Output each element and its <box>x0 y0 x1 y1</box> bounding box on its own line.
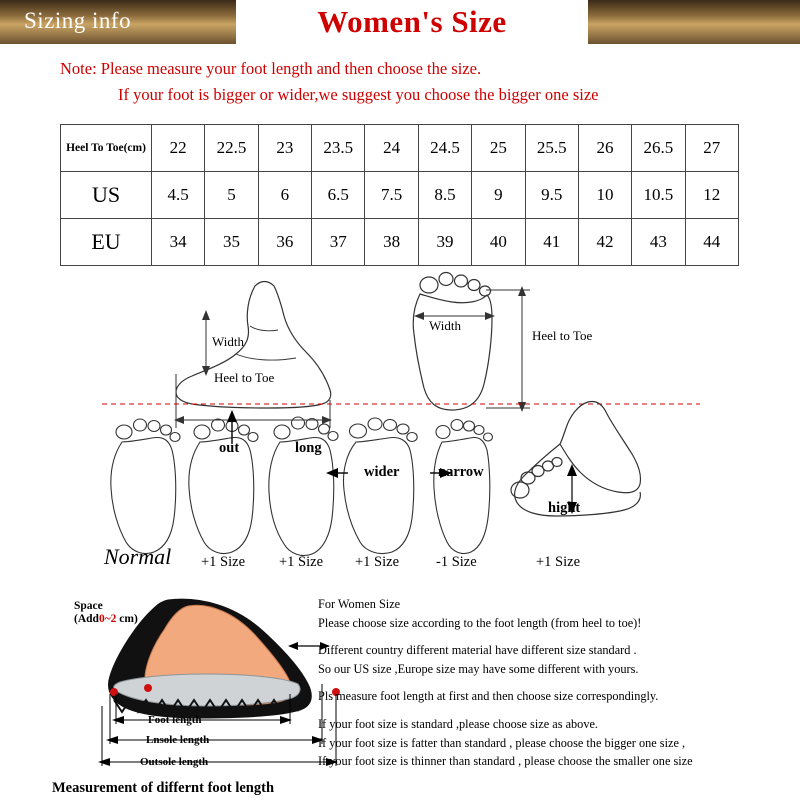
cell: 25.5 <box>525 125 578 172</box>
note-block <box>60 56 740 107</box>
cell: 26 <box>578 125 631 172</box>
size-chart-table <box>60 124 739 266</box>
cell: 34 <box>152 219 205 266</box>
cell: 40 <box>472 219 525 266</box>
cell: 24.5 <box>418 125 471 172</box>
sole-narrow <box>434 420 493 554</box>
cell: 22 <box>152 125 205 172</box>
sole-normal <box>111 419 180 554</box>
cell: 25 <box>472 125 525 172</box>
table-row <box>61 219 739 266</box>
sole-narrow-caption: -1 Size <box>436 554 477 570</box>
cell: 5 <box>205 172 258 219</box>
cell: 43 <box>632 219 685 266</box>
cell: 36 <box>258 219 311 266</box>
sole-out-label: out <box>219 440 240 456</box>
row-header-heel-to-toe: Heel To Toe(cm) <box>61 125 152 172</box>
cell: 27 <box>685 125 738 172</box>
cell: 44 <box>685 219 738 266</box>
measurement-caption: Measurement of differnt foot length <box>52 780 275 796</box>
cell: 42 <box>578 219 631 266</box>
row-header-us: US <box>61 172 152 219</box>
side-foot-outline <box>176 282 331 409</box>
ankle-hight-caption: +1 Size <box>536 554 581 570</box>
foot-measurement-diagrams <box>0 268 800 588</box>
header-bar <box>0 0 800 44</box>
guidance-line-5: If your foot size is standard ,please choose size as above. <box>318 716 599 731</box>
note-line-1: Note: Please measure your foot length and then choose the size. <box>60 59 482 78</box>
ankle-foot-outline <box>511 401 641 516</box>
side-foot-heel-to-toe-label: Heel to Toe <box>214 370 275 385</box>
guidance-line-3: So our US size ,Europe size may have some different with yours. <box>318 661 639 676</box>
outsole-length-label: Outsole length <box>140 756 209 768</box>
top-foot-length-arrow <box>486 286 530 412</box>
cell: 38 <box>365 219 418 266</box>
note-line-2: If your foot is bigger or wider,we suggest you choose the bigger one size <box>118 84 599 104</box>
guidance-line-7: If your foot size is thinner than standard , please choose the smaller one size <box>318 754 693 769</box>
guidance-line-4: Pls measure foot length at first and then choose size correspondingly. <box>318 689 659 704</box>
cell: 39 <box>418 219 471 266</box>
cell: 10.5 <box>632 172 685 219</box>
cell: 23.5 <box>312 125 365 172</box>
cell: 23 <box>258 125 311 172</box>
sole-normal-caption: Normal <box>104 544 172 569</box>
diagram-svg <box>0 268 800 588</box>
cell: 12 <box>685 172 738 219</box>
guidance-title: For Women Size <box>318 597 401 611</box>
row-header-eu: EU <box>61 219 152 266</box>
table-row <box>61 172 739 219</box>
top-foot-width-label: Width <box>429 318 461 333</box>
sole-out-caption: +1 Size <box>201 554 246 570</box>
space-label-suffix: cm) <box>116 613 138 626</box>
cell: 10 <box>578 172 631 219</box>
sole-long-caption: +1 Size <box>279 554 324 570</box>
cell: 6.5 <box>312 172 365 219</box>
header-banner <box>236 0 588 44</box>
cell: 7.5 <box>365 172 418 219</box>
cell: 35 <box>205 219 258 266</box>
sole-out-arrow <box>227 410 237 444</box>
space-label-line1: Space <box>74 600 103 612</box>
cell: 22.5 <box>205 125 258 172</box>
cell: 26.5 <box>632 125 685 172</box>
cell: 4.5 <box>152 172 205 219</box>
guidance-line-2: Different country different material have different size standard . <box>318 643 637 658</box>
insole-length-label: Lnsole length <box>146 734 210 746</box>
cell: 41 <box>525 219 578 266</box>
cell: 37 <box>312 219 365 266</box>
ankle-hight-label: hight <box>548 500 581 516</box>
sole-long-label: long <box>295 440 322 456</box>
banner-title: Women's Size <box>317 4 507 39</box>
sole-narrow-label: narrow <box>438 464 484 480</box>
top-foot-heel-to-toe-label: Heel to Toe <box>532 328 593 343</box>
cell: 8.5 <box>418 172 471 219</box>
top-foot-outline <box>413 273 492 411</box>
bottom-section <box>0 588 800 800</box>
foot-length-label: Foot length <box>148 714 202 726</box>
space-label-prefix: (Add <box>74 613 99 626</box>
size-guidance-text <box>318 596 788 781</box>
side-foot-width-arrow <box>202 310 210 376</box>
cell: 24 <box>365 125 418 172</box>
guidance-line-1: Please choose size according to the foot length (from heel to toe)! <box>318 615 642 630</box>
cell: 9 <box>472 172 525 219</box>
space-label-red: 0~2 <box>98 613 117 626</box>
table-row <box>61 125 739 172</box>
sole-wider <box>344 418 418 554</box>
sole-long <box>269 417 338 556</box>
sole-wider-caption: +1 Size <box>355 554 400 570</box>
sole-wider-label: wider <box>364 464 400 480</box>
page-title: Sizing info <box>24 8 132 33</box>
guidance-line-6: If your foot size is fatter than standard , please choose the bigger one size , <box>318 735 686 750</box>
cell: 6 <box>258 172 311 219</box>
side-foot-width-label: Width <box>212 334 244 349</box>
cell: 9.5 <box>525 172 578 219</box>
space-add-label <box>74 600 138 626</box>
